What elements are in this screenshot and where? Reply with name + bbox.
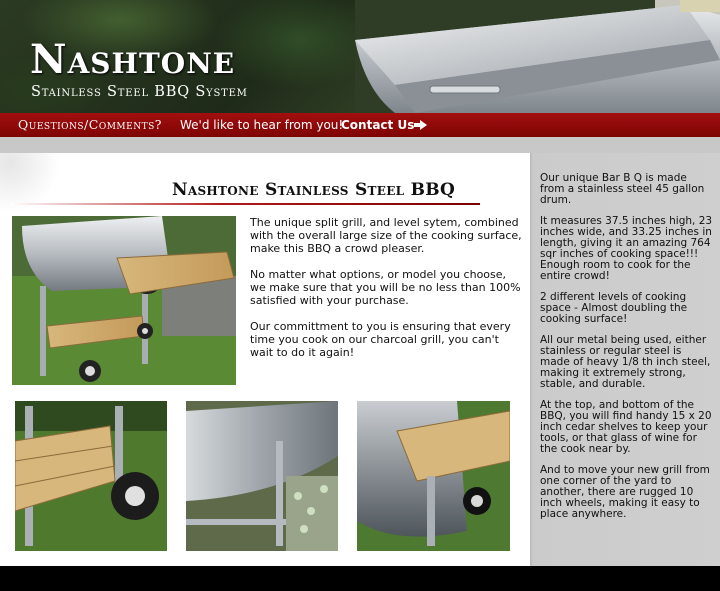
intro-paragraph: No matter what options, or model you choose, we make sure that you will be no less than 100% satisfied with your purchase. (250, 268, 521, 307)
bbq-legs-photo (186, 401, 338, 551)
intro-paragraph: Our committment to you is ensuring that every time you cook on our charcoal grill, you can't wait to do it again! (250, 320, 511, 359)
intro-paragraph: The unique split grill, and level sytem, combined with the overall large size of the cooking surface, make this BBQ a crowd pleaser. (250, 216, 522, 255)
contact-bar (0, 113, 720, 137)
contact-message: We'd like to hear from you! (180, 118, 344, 132)
questions-label: Questions/Comments? (18, 117, 162, 132)
feature-paragraph: At the top, and bottom of the BBQ, you will find handy 15 x 20 inch cedar shelves to keep your tools, or that glass of wine for the cook near by. (540, 399, 712, 455)
site-footer (0, 566, 720, 591)
title-underline (10, 203, 480, 205)
feature-paragraph: All our metal being used, either stainless or regular steel is made of heavy 1/8 th inch steel, making it extremely strong, stable, and durable. (540, 334, 711, 390)
feature-paragraph: And to move your new grill from one corner of the yard to another, there are rugged 10 inch wheels, making it easy to place anywhere. (540, 464, 710, 520)
features-sidebar (530, 153, 720, 566)
features-text (540, 173, 714, 530)
bbq-side-shelf-photo (357, 401, 510, 551)
site-header (0, 0, 720, 113)
bbq-shelf-wheel-photo (15, 401, 167, 551)
main-bbq-photo (12, 216, 236, 385)
brand-tagline: Stainless Steel BBQ System (31, 84, 248, 100)
arrow-right-icon[interactable] (414, 120, 427, 130)
page-title: Nashtone Stainless Steel BBQ (172, 180, 456, 200)
header-divider (0, 137, 720, 153)
brand-title: Nashtone (30, 36, 236, 83)
intro-text (250, 216, 522, 372)
feature-paragraph: It measures 37.5 inches high, 23 inches wide, and 33.25 inches in length, giving it an amazing 764 sqr inches of cooking space!!! Enough room to cook for the entire crowd! (540, 215, 713, 282)
feature-paragraph: 2 different levels of cooking space - Almost doubling the cooking surface! (540, 291, 688, 325)
contact-us-link[interactable]: Contact Us (341, 118, 415, 132)
main-content (0, 153, 530, 566)
feature-paragraph: Our unique Bar B Q is made from a stainless steel 45 gallon drum. (540, 172, 705, 206)
header-bbq-image (355, 0, 720, 113)
